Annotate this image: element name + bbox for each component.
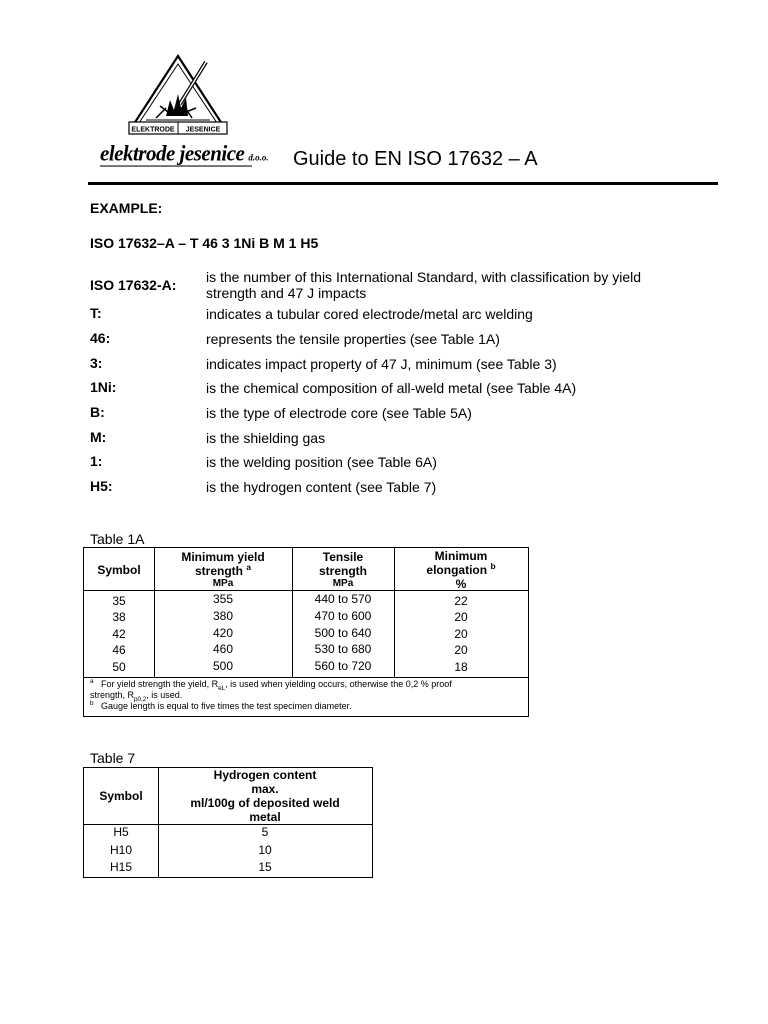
table-cell: H15 [109, 860, 132, 874]
table-cell: 530 to 680 [314, 642, 372, 656]
table-cell: 440 to 570 [314, 592, 372, 606]
table-cell: 18 [454, 660, 468, 674]
table-cell: 22 [454, 594, 468, 608]
table-cell: 5 [261, 825, 269, 839]
table-7 [83, 767, 373, 878]
table-cell: 20 [454, 627, 468, 641]
definition-text: represents the tensile properties (see Table 1A) [206, 331, 500, 347]
definition-symbol: 3: [90, 355, 103, 371]
table-cell: 20 [454, 610, 468, 624]
definition-symbol: 1Ni: [90, 379, 117, 395]
table-cell: 460 [212, 642, 234, 656]
definition-text: indicates a tubular cored electrode/metal arc welding [206, 306, 533, 322]
definition-symbol: H5: [90, 478, 113, 494]
definition-text: is the welding position (see Table 6A) [206, 454, 437, 470]
table-cell: 420 [212, 626, 234, 640]
table-1a [83, 547, 529, 717]
definition-symbol: B: [90, 404, 105, 420]
definition-text: is the type of electrode core (see Table 5A) [206, 405, 472, 421]
table-cell: H10 [109, 843, 132, 857]
header-elongation: Minimum elongation $^b$ % [426, 549, 496, 591]
header-tensile: Tensile strength MPa [319, 550, 367, 589]
example-heading: EXAMPLE: [90, 200, 163, 216]
definition-symbol: 1: [90, 453, 103, 469]
table-cell: 560 to 720 [314, 659, 372, 673]
svg-text:JESENICE: JESENICE [185, 126, 221, 134]
definition-text: is the chemical composition of all-weld metal (see Table 4A) [206, 380, 577, 396]
table-cell: 470 to 600 [314, 609, 372, 623]
definition-text: is the hydrogen content (see Table 7) [206, 479, 437, 495]
logo-wordmark: elektrode jesenice d.o.o. [100, 140, 269, 166]
table-cell: 355 [212, 592, 234, 606]
table-footnote-a: $^a$ For yield strength the yield, $R_{eL}$, is used when yielding occurs, otherwise the 0,2 % proof strength, $R_{p0,2}$, is used. [90, 678, 452, 703]
table-cell: 46 [112, 643, 126, 657]
table-cell: 10 [258, 843, 272, 857]
table-cell: 35 [112, 594, 126, 608]
table-cell: 500 [212, 659, 234, 673]
definition-text: is the number of this International Standard, with classification by yield strength and 47 J impacts [206, 269, 642, 301]
table-1a-caption: Table 1A [90, 531, 145, 547]
table-cell: 42 [112, 627, 126, 641]
table-cell: 500 to 640 [314, 626, 372, 640]
table-cell: H5 [113, 825, 129, 839]
designation-code: ISO 17632–A – T 46 3 1Ni B M 1 H5 [90, 235, 319, 251]
svg-text:ELEKTRODE: ELEKTRODE [131, 126, 175, 134]
header-symbol: Symbol [99, 789, 143, 803]
definition-symbol: M: [90, 429, 107, 445]
header-symbol: Symbol [97, 563, 141, 577]
table-cell: 38 [112, 610, 126, 624]
page-title: Guide to EN ISO 17632 – A [293, 148, 538, 170]
definition-text: indicates impact property of 47 J, minimum (see Table 3) [206, 356, 557, 372]
table-cell: 15 [258, 860, 272, 874]
definition-symbol: ISO 17632-A: [90, 277, 177, 293]
definition-text: is the shielding gas [206, 430, 326, 446]
table-cell: 50 [112, 660, 126, 674]
definition-symbol: 46: [90, 330, 111, 346]
company-logo-icon [126, 54, 230, 140]
table-cell: 380 [212, 609, 234, 623]
header-yield: Minimum yield strength $^a$ MPa [181, 550, 265, 589]
table-cell: 20 [454, 643, 468, 657]
header-divider [88, 182, 718, 185]
table-footnote-b: $^b$ Gauge length is equal to five times the test specimen diameter. [90, 700, 352, 711]
table-7-caption: Table 7 [90, 750, 136, 766]
definition-symbol: T: [90, 305, 102, 321]
header-hydrogen: Hydrogen content max. ml/100g of deposited weld metal [190, 768, 340, 824]
